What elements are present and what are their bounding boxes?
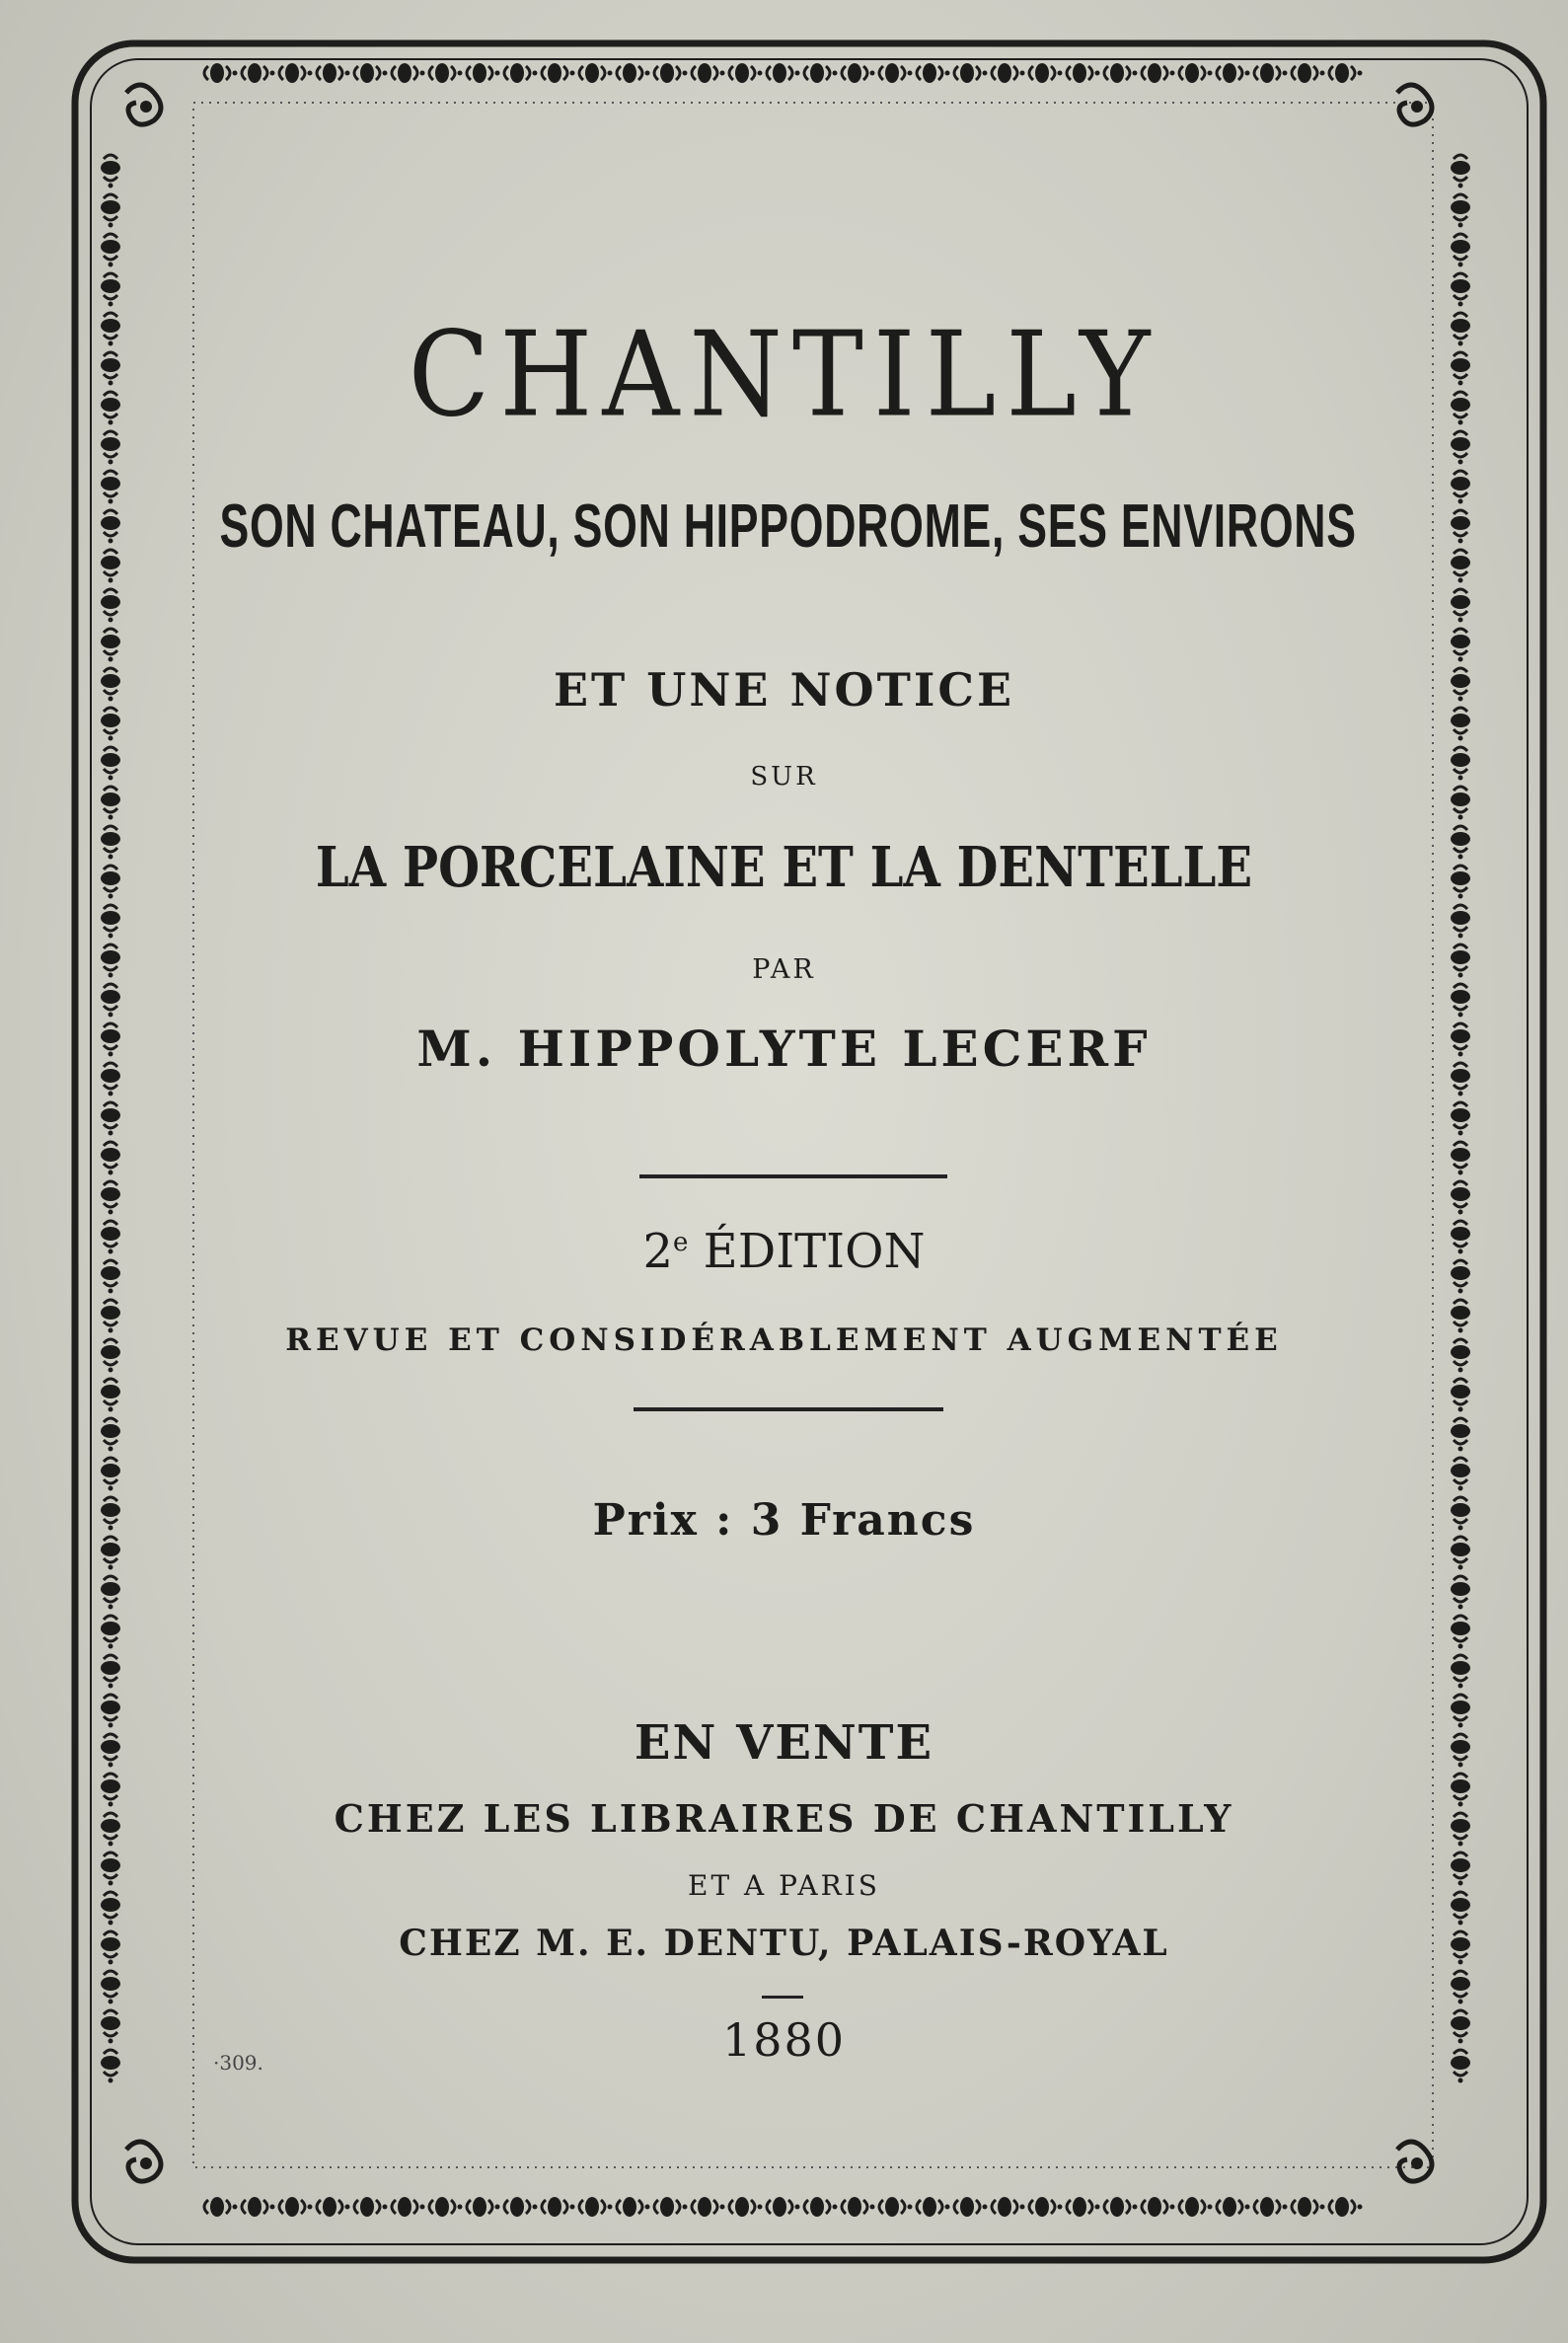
revised-line: REVUE ET CONSIDÉRABLEMENT AUGMENTÉE	[285, 1323, 1283, 1358]
notice-line: ET UNE NOTICE	[553, 663, 1015, 717]
publisher-line: CHEZ M. E. DENTU, PALAIS-ROYAL	[399, 1923, 1169, 1964]
divider-rule	[634, 1407, 943, 1411]
sellers-line: CHEZ LES LIBRAIRES DE CHANTILLY	[334, 1796, 1234, 1841]
book-subtitle: SON CHATEAU, SON HIPPODROME, SES ENVIRONS	[219, 492, 1357, 561]
par-line: PAR	[752, 954, 816, 985]
divider-rule	[639, 1174, 947, 1178]
print-mark: ·309.	[213, 2051, 263, 2075]
topic-line: LA PORCELAINE ET LA DENTELLE	[315, 835, 1253, 900]
publication-year: 1880	[721, 2013, 847, 2067]
edition-line	[0, 1224, 1568, 1279]
edition-word: ÉDITION	[688, 1224, 926, 1279]
book-title: CHANTILLY	[408, 307, 1160, 444]
divider-rule-short	[762, 1996, 803, 1999]
sur-line: SUR	[750, 762, 818, 792]
paris-line: ET A PARIS	[688, 1869, 880, 1902]
edition-superscript: e	[673, 1228, 689, 1257]
sale-line: EN VENTE	[634, 1715, 934, 1771]
price-line: Prix : 3 Francs	[592, 1495, 976, 1546]
edition-number: 2	[642, 1224, 674, 1279]
author-name: M. HIPPOLYTE LECERF	[416, 1020, 1152, 1078]
